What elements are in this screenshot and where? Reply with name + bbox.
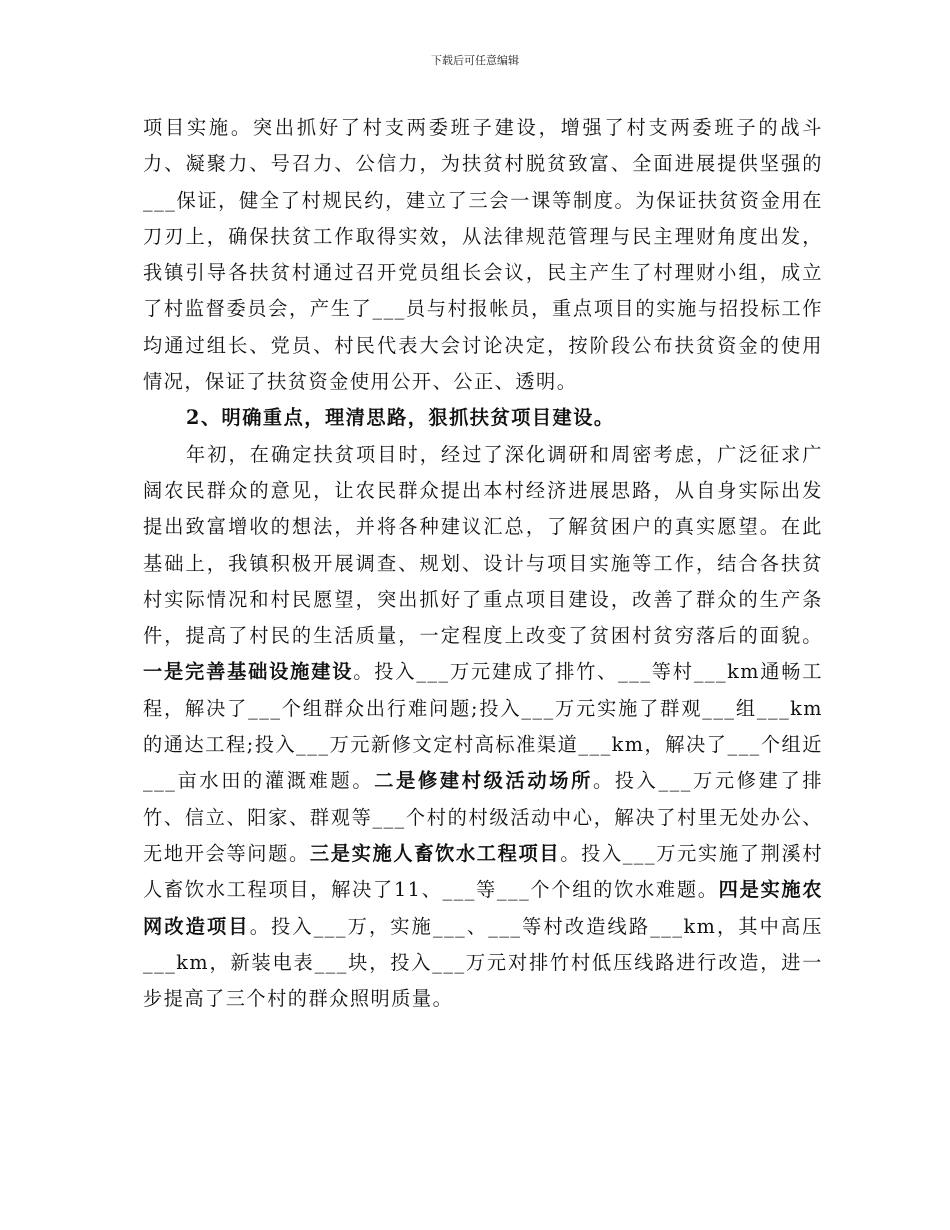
highlight-infrastructure: 一是完善基础设施建设 [143,660,354,684]
paragraph-text-infrastructure: 。投入___万元建成了排竹、___等村___km通畅工程，解决了___个组群众出行难问题;投入___万元实施了群观___组___km的通达工程;投入___万元新修文定村高标准渠道___km，解决了___个组近___亩水田的灌溉难题。 [143,660,824,793]
highlight-grid-renovation: 四是实施农网改造项目 [143,878,823,938]
paragraph-text-drinking-water: 。投入___万元实施了荆溪村人畜饮水工程项目，解决了11、___等___个个组的饮水难题。 [143,841,824,902]
highlight-drinking-water: 三是实施人畜饮水工程项目 [309,841,561,865]
section-heading-2: 2、明确重点，理清思路，狠抓扶贫项目建设。 [186,406,615,430]
paragraph-project-implementation: 项目实施。突出抓好了村支两委班子建设，增强了村支两委班子的战斗力、凝聚力、号召力、公信力，为扶贫村脱贫致富、全面进展提供坚强的___保证，健全了村规民约，建立了三会一课等制度。为保证扶贫资金用在刀刃上，确保扶贫工作取得实效，从法律规范管理与民主理财角度出发，我镇引导各扶贫村通过召开党员组长会议，民主产生了村理财小组，成立了村监督委员会，产生了___员与村报帐员，重点项目的实施与招投标工作均通过组长、党员、村民代表大会讨论决定，按阶段公布扶贫资金的使用情况，保证了扶贫资金使用公开、公正、透明。 [143,116,823,394]
paragraph-key-projects [143,437,823,1018]
paragraph-text-activity-venues: 。投入___万元修建了排竹、信立、阳家、群观等___个村的村级活动中心，解决了村里无处办公、无地开会等问题。 [143,769,824,865]
highlight-activity-venues: 二是修建村级活动场所 [374,769,593,793]
document-body [143,110,823,1017]
page-header-note: 下载后可任意编辑 [431,54,519,67]
paragraph-text-grid-renovation: 。投入___万，实施___、___等村改造线路___km，其中高压___km，新装电表___块，投入___万元对排竹村低压线路进行改造，进一步提高了三个村的群众照明质量。 [143,914,823,1011]
paragraph-text-intro: 年初，在确定扶贫项目时，经过了深化调研和周密考虑，广泛征求广阔农民群众的意见，让农民群众提出本村经济进展思路，从自身实际出发提出致富增收的想法，并将各种建议汇总，了解贫困户的真实愿望。在此基础上，我镇积极开展调查、规划、设计与项目实施等工作，结合各扶贫村实际情况和村民愿望，突出抓好了重点项目建设，改善了群众的生产条件，提高了村民的生活质量，一定程度上改变了贫困村贫穷落后的面貌。 [143,442,823,648]
